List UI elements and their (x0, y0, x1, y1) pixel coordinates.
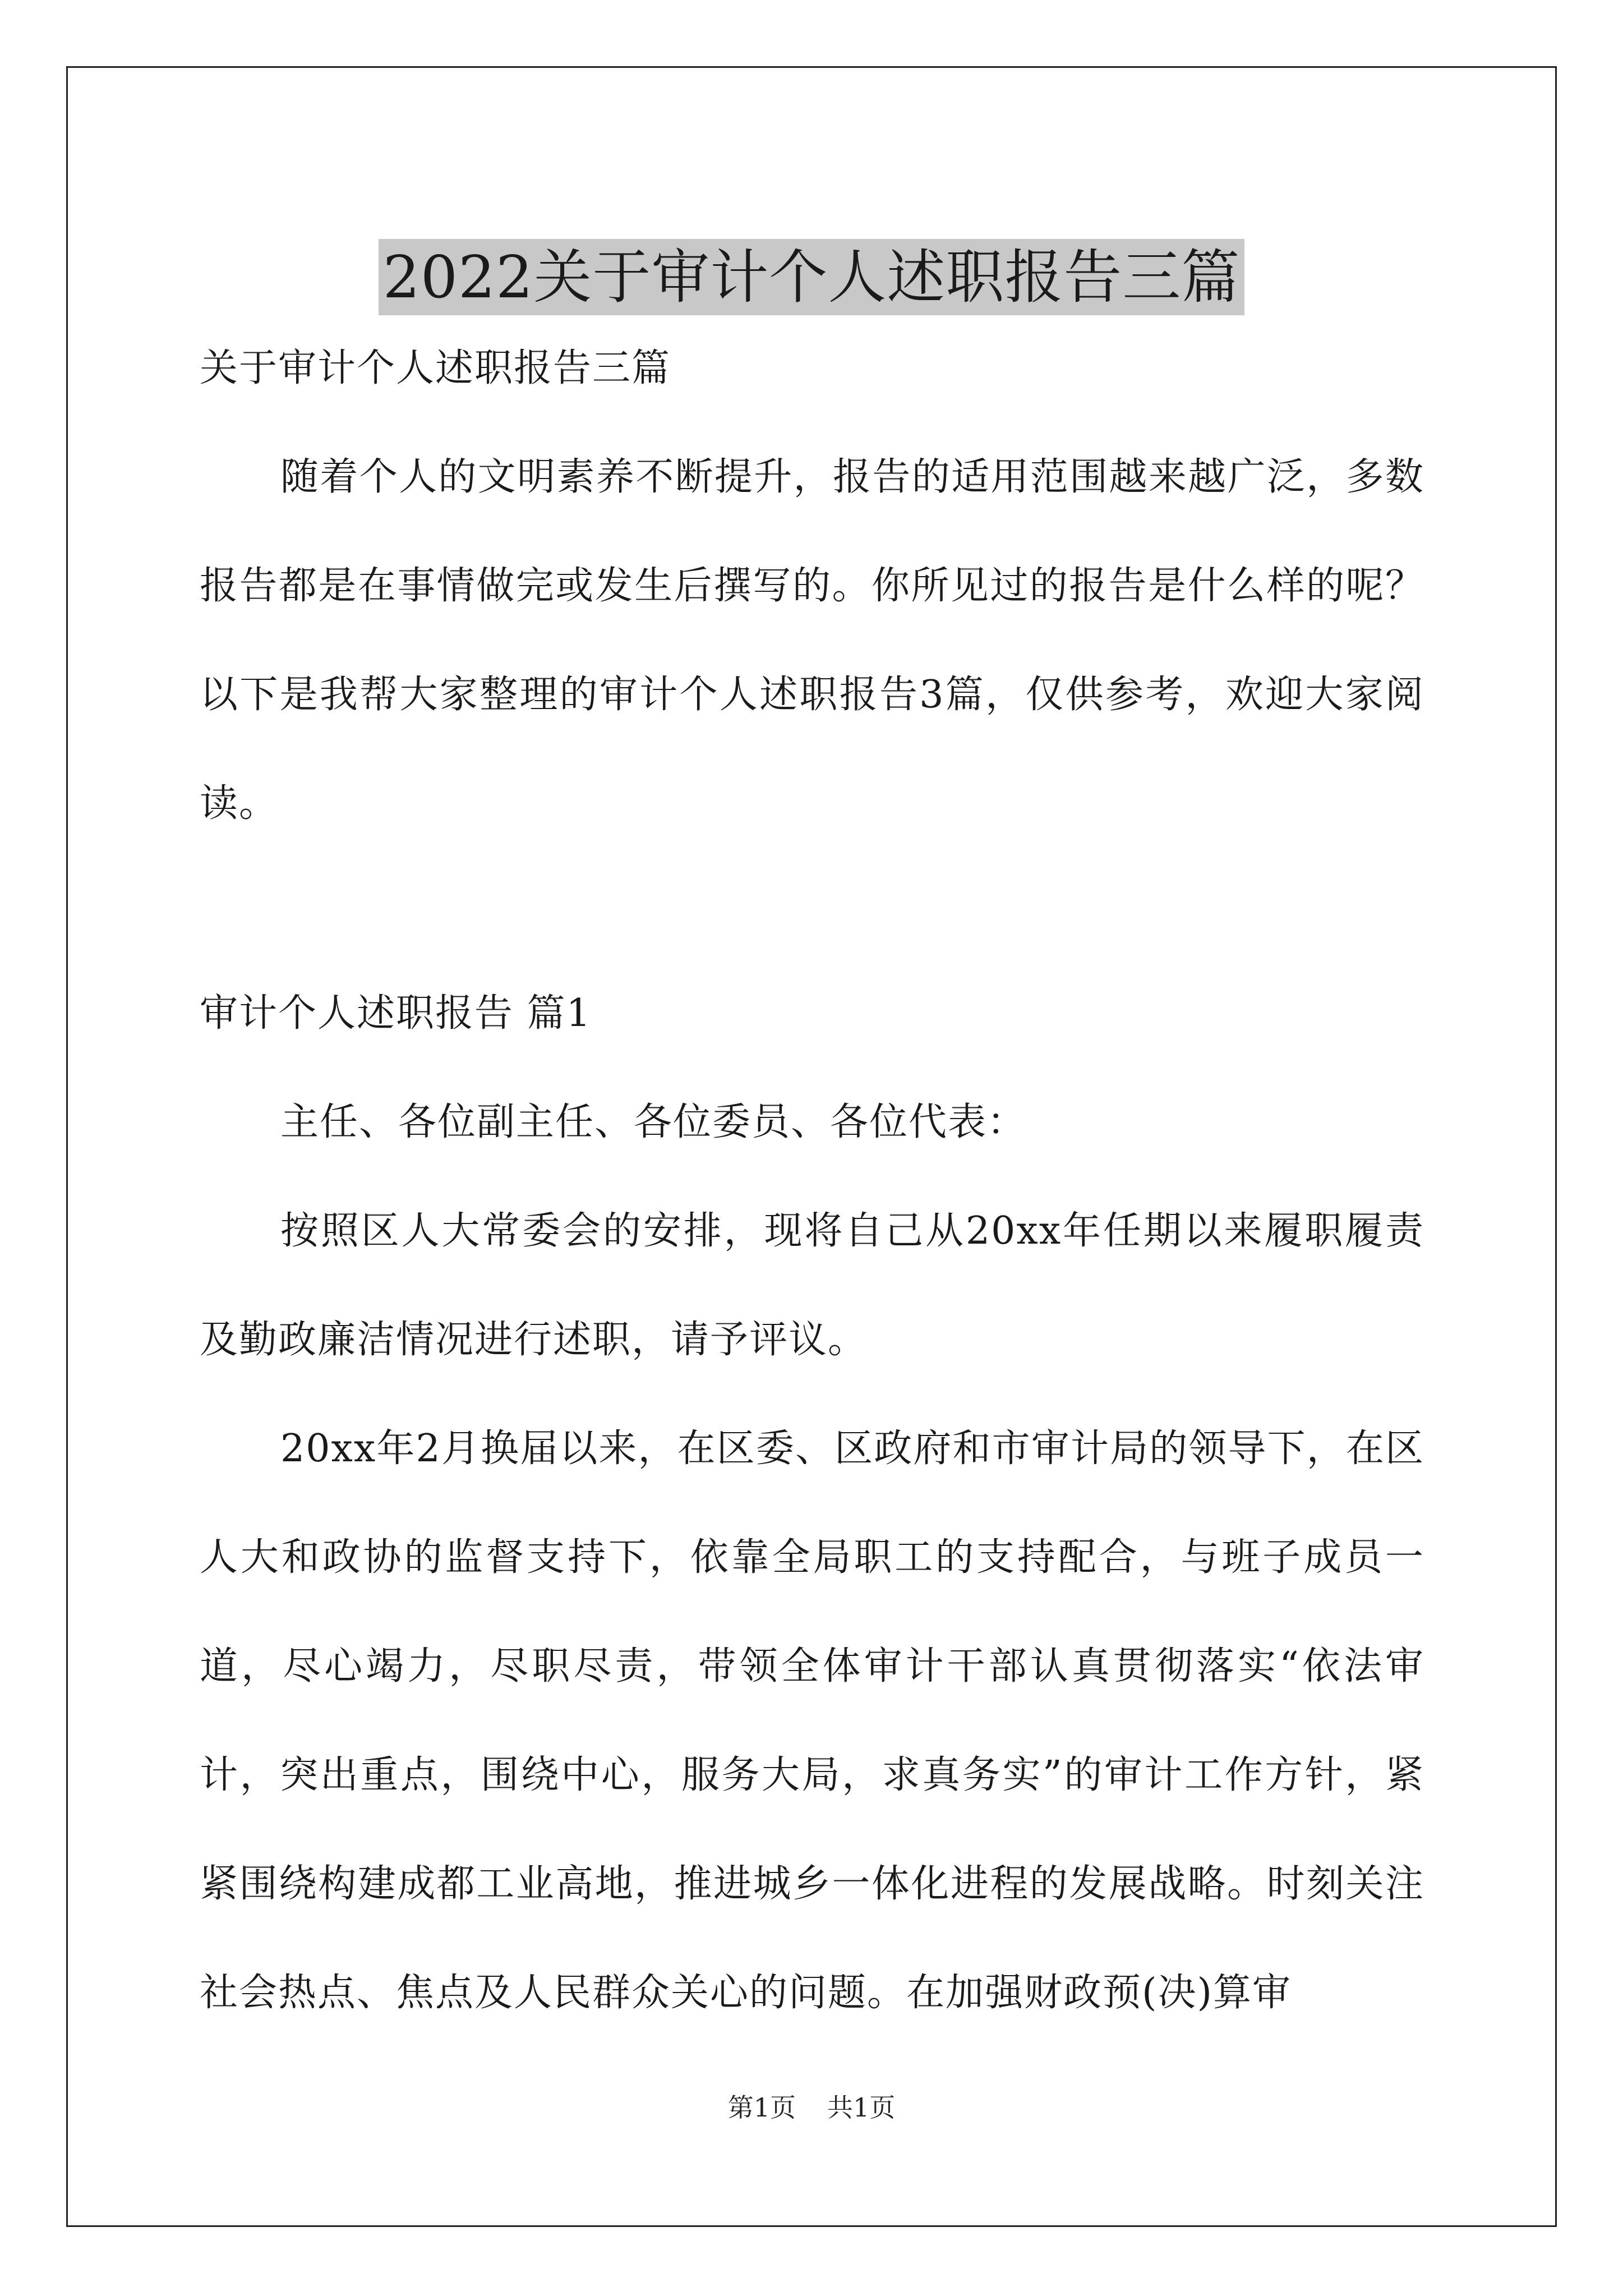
subtitle-paragraph: 关于审计个人述职报告三篇 (200, 346, 671, 390)
page-number: 第1页 (727, 2092, 796, 2123)
body-paragraph: 按照区人大常委会的安排，现将自己从20xx年任期以来履职履责及勤政廉洁情况进行述职，请予评议。 (200, 1209, 1424, 1362)
page-footer (0, 2091, 1623, 2124)
intro-paragraph: 随着个人的文明素养不断提升，报告的适用范围越来越广泛，多数报告都是在事情做完或发生后撰写的。你所见过的报告是什么样的呢？以下是我帮大家整理的审计个人述职报告3篇，仅供参考，欢迎大家阅读。 (200, 455, 1424, 826)
salutation-paragraph: 主任、各位副主任、各位委员、各位代表： (280, 1100, 1027, 1144)
document-body (200, 314, 1424, 2047)
section-heading: 审计个人述职报告 篇1 (200, 991, 592, 1036)
body-paragraph: 20xx年2月换届以来，在区委、区政府和市审计局的领导下，在区人大和政协的监督支持下，依靠全局职工的支持配合，与班子成员一道，尽心竭力，尽职尽责，带领全体审计干部认真贯彻落实“依法审计，突出重点，围绕中心，服务大局，求真务实”的审计工作方针，紧紧围绕构建成都工业高地，推进城乡一体化进程的发展战略。时刻关注社会热点、焦点及人民群众关心的问题。在加强财政预(决)算审 (200, 1427, 1424, 2015)
page-count: 共1页 (827, 2092, 896, 2123)
document-title: 2022关于审计个人述职报告三篇 (379, 239, 1245, 315)
